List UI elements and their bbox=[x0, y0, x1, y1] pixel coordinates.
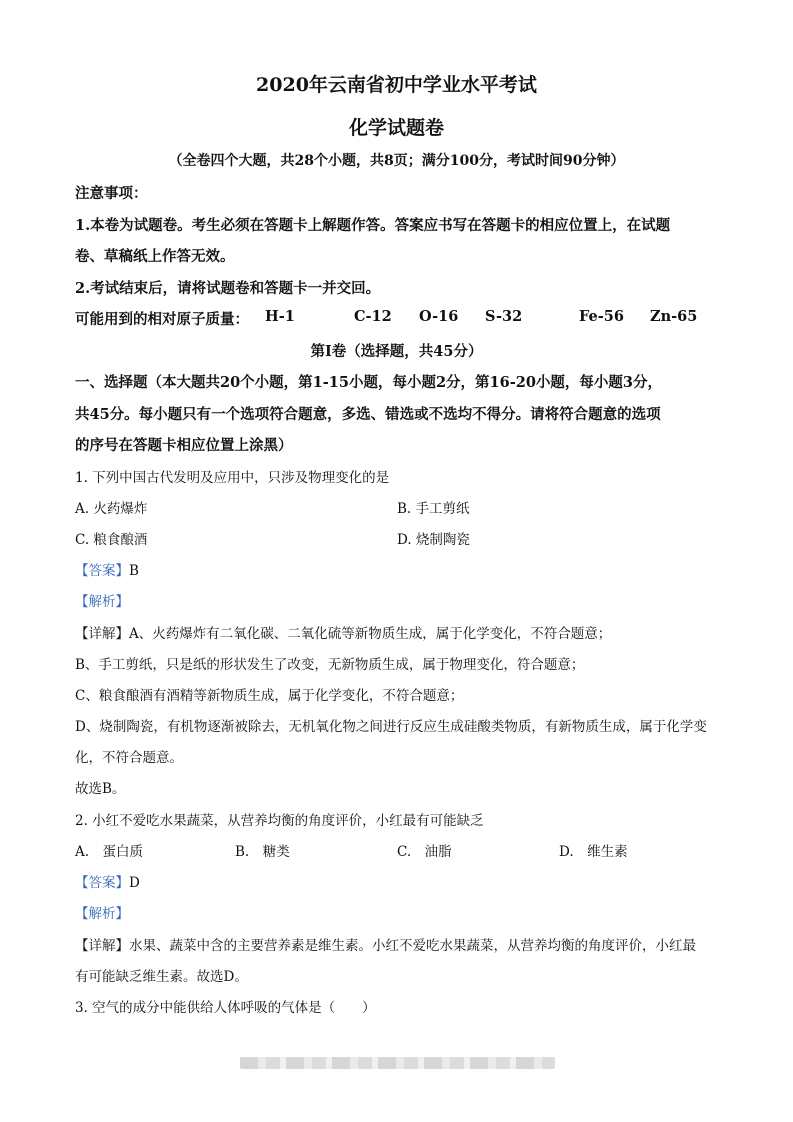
atomic-mass-s: S-32 bbox=[485, 308, 523, 325]
q1-conclusion: 故选B。 bbox=[75, 781, 126, 797]
notes-item-2: 2.考试结束后，请将试题卷和答题卡一并交回。 bbox=[75, 280, 381, 297]
q1-option-b: B. 手工剪纸 bbox=[397, 501, 470, 517]
q1-option-a: A. 火药爆炸 bbox=[75, 501, 148, 517]
atomic-mass-fe: Fe-56 bbox=[579, 308, 624, 325]
q1-analysis-tag: 【解析】 bbox=[75, 594, 129, 610]
q1-detail-3: C、粮食酿酒有酒精等新物质生成，属于化学变化，不符合题意； bbox=[75, 688, 464, 704]
q1-option-c: C. 粮食酿酒 bbox=[75, 532, 148, 548]
page-title: 2020年云南省初中学业水平考试 bbox=[256, 74, 537, 96]
q1-detail-4-line-2: 化，不符合题意。 bbox=[75, 750, 183, 766]
q2-option-b: B. 糖类 bbox=[235, 844, 290, 860]
atomic-mass-o: O-16 bbox=[419, 308, 459, 325]
notes-heading: 注意事项： bbox=[75, 185, 148, 202]
blurred-footer-watermark bbox=[240, 1057, 555, 1069]
q2-answer bbox=[75, 871, 140, 891]
q1-stem: 1. 下列中国古代发明及应用中，只涉及物理变化的是 bbox=[75, 470, 390, 486]
q2-detail-1 bbox=[75, 934, 696, 954]
exam-meta: （全卷四个大题，共28个小题，共8页；满分100分，考试时间90分钟） bbox=[168, 153, 625, 169]
q1-detail-1-text: A、火药爆炸有二氧化碳、二氧化硫等新物质生成，属于化学变化，不符合题意； bbox=[129, 626, 612, 642]
q2-detail-1-text: 水果、蔬菜中含的主要营养素是维生素。小红不爱吃水果蔬菜，从营养均衡的角度评价，小红最 bbox=[129, 938, 696, 954]
page-subtitle: 化学试题卷 bbox=[348, 117, 444, 139]
q2-option-d: D. 维生素 bbox=[559, 844, 628, 860]
atomic-mass-h: H-1 bbox=[265, 308, 295, 325]
q3-stem: 3. 空气的成分中能供给人体呼吸的气体是（ ） bbox=[75, 1000, 376, 1016]
q1-detail-1 bbox=[75, 622, 611, 642]
q2-detail-tag: 【详解】 bbox=[75, 938, 129, 954]
q1-option-d: D. 烧制陶瓷 bbox=[397, 532, 470, 548]
q2-option-a: A. 蛋白质 bbox=[75, 844, 144, 860]
atomic-mass-label: 可能用到的相对原子质量： bbox=[75, 311, 249, 328]
atomic-mass-c: C-12 bbox=[354, 308, 392, 325]
section-intro-line-3: 的序号在答题卡相应位置上涂黑） bbox=[75, 437, 293, 454]
notes-item-1-line-1: 1.本卷为试题卷。考生必须在答题卡上解题作答。答案应书写在答题卡的相应位置上，在试题 bbox=[75, 217, 671, 234]
q1-detail-4-line-1: D、烧制陶瓷，有机物逐渐被除去，无机氧化物之间进行反应生成硅酸类物质，有新物质生成，属于化学变 bbox=[75, 719, 707, 735]
q2-detail-2: 有可能缺乏维生素。故选D。 bbox=[75, 969, 248, 985]
atomic-mass-zn: Zn-65 bbox=[650, 308, 698, 325]
q1-answer-value: B bbox=[129, 563, 139, 579]
q1-detail-tag: 【详解】 bbox=[75, 626, 129, 642]
q2-answer-value: D bbox=[129, 875, 140, 891]
q1-detail-2: B、手工剪纸，只是纸的形状发生了改变，无新物质生成，属于物理变化，符合题意； bbox=[75, 657, 585, 673]
q2-stem: 2. 小红不爱吃水果蔬菜，从营养均衡的角度评价，小红最有可能缺乏 bbox=[75, 813, 484, 829]
section-intro-line-1: 一、选择题（本大题共20个小题，第1-15小题，每小题2分，第16-20小题，每小题3分， bbox=[75, 374, 663, 391]
q2-option-c: C. 油脂 bbox=[397, 844, 452, 860]
section-title: 第Ⅰ卷（选择题，共45分） bbox=[310, 343, 483, 360]
q1-answer bbox=[75, 559, 139, 579]
q2-answer-tag: 【答案】 bbox=[75, 875, 129, 891]
q2-analysis-tag: 【解析】 bbox=[75, 906, 129, 922]
q1-answer-tag: 【答案】 bbox=[75, 563, 129, 579]
section-intro-line-2: 共45分。每小题只有一个选项符合题意，多选、错选或不选均不得分。请将符合题意的选项 bbox=[75, 406, 661, 423]
notes-item-1-line-2: 卷、草稿纸上作答无效。 bbox=[75, 248, 235, 265]
